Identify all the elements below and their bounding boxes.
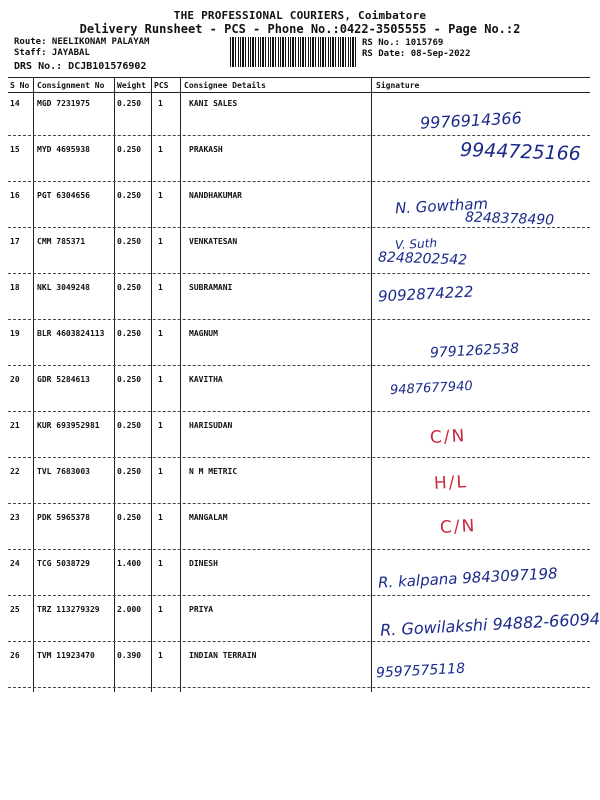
row-divider: [8, 365, 590, 366]
cell-consignee: INDIAN TERRAIN: [189, 651, 257, 660]
cell-consignee: MANGALAM: [189, 513, 228, 522]
cell-pcs: 1: [158, 559, 163, 568]
handwritten-signature: 9791262538: [429, 340, 520, 362]
cell-consignment-no: TVL 7683003: [37, 467, 90, 476]
cell-weight: 0.250: [117, 375, 142, 384]
cell-sno: 18: [10, 283, 20, 292]
cell-pcs: 1: [158, 375, 163, 384]
cell-sno: 25: [10, 605, 20, 614]
cell-weight: 0.390: [117, 651, 142, 660]
cell-sno: 19: [10, 329, 20, 338]
column-divider: [151, 77, 152, 692]
runsheet-subtitle: Delivery Runsheet - PCS - Phone No.:0422-3505555 - Page No.:2: [79, 22, 521, 36]
col-header-consignee: Consignee Details: [184, 81, 266, 90]
row-divider: [8, 503, 590, 504]
col-header-consignment: Consignment No: [37, 81, 105, 90]
cell-weight: 0.250: [117, 237, 142, 246]
cell-consignee: MAGNUM: [189, 329, 218, 338]
handwritten-signature: C/N: [429, 426, 467, 448]
cell-pcs: 1: [158, 283, 163, 292]
cell-consignee: VENKATESAN: [189, 237, 238, 246]
cell-pcs: 1: [158, 605, 163, 614]
cell-consignee: HARISUDAN: [189, 421, 233, 430]
cell-weight: 0.250: [117, 283, 142, 292]
cell-consignment-no: BLR 4603824113: [37, 329, 105, 338]
cell-sno: 21: [10, 421, 20, 430]
cell-sno: 23: [10, 513, 20, 522]
cell-pcs: 1: [158, 329, 163, 338]
company-title: THE PROFESSIONAL COURIERS, Coimbatore: [173, 9, 427, 22]
cell-weight: 0.250: [117, 467, 142, 476]
rs-date: RS Date: 08-Sep-2022: [362, 49, 471, 59]
handwritten-signature: H/L: [433, 472, 469, 494]
row-divider: [8, 595, 590, 596]
handwritten-signature: C/N: [439, 516, 477, 538]
cell-consignment-no: TRZ 113279329: [37, 605, 100, 614]
cell-sno: 16: [10, 191, 20, 200]
handwritten-signature: 9487677940: [389, 378, 474, 399]
cell-weight: 0.250: [117, 99, 142, 108]
cell-consignment-no: PDK 5965378: [37, 513, 90, 522]
cell-consignment-no: KUR 693952981: [37, 421, 100, 430]
handwritten-signature: R. kalpana 9843097198: [377, 564, 558, 592]
handwritten-phone: 8248202542: [377, 249, 468, 269]
cell-consignee: DINESH: [189, 559, 218, 568]
cell-consignment-no: GDR 5284613: [37, 375, 90, 384]
cell-pcs: 1: [158, 145, 163, 154]
row-divider: [8, 457, 590, 458]
row-divider: [8, 135, 590, 136]
row-divider: [8, 411, 590, 412]
barcode: [230, 37, 356, 67]
handwritten-signature: R. Gowilakshi 94882-66094: [379, 609, 600, 640]
col-header-weight: Weight: [117, 81, 146, 90]
cell-weight: 0.250: [117, 191, 142, 200]
handwritten-signature: 9976914366: [419, 108, 523, 133]
cell-consignment-no: CMM 785371: [37, 237, 86, 246]
cell-consignee: N M METRIC: [189, 467, 238, 476]
row-divider: [8, 319, 590, 320]
handwritten-phone: 9944725166: [459, 138, 582, 166]
cell-consignee: KAVITHA: [189, 375, 223, 384]
cell-consignment-no: TCG 5038729: [37, 559, 90, 568]
cell-consignee: PRAKASH: [189, 145, 223, 154]
row-divider: [8, 641, 590, 642]
column-divider: [371, 77, 372, 692]
cell-sno: 17: [10, 237, 20, 246]
cell-consignment-no: MGD 7231975: [37, 99, 90, 108]
column-divider: [180, 77, 181, 692]
column-divider: [114, 77, 115, 692]
handwritten-signature: V. Suth: [394, 235, 438, 253]
cell-weight: 1.400: [117, 559, 142, 568]
cell-sno: 26: [10, 651, 20, 660]
handwritten-signature: N. Gowtham: [394, 194, 489, 218]
header-top-rule: [8, 77, 590, 78]
staff-label: Staff: JAYABAL: [14, 48, 90, 58]
cell-consignee: KANI SALES: [189, 99, 238, 108]
row-divider: [8, 227, 590, 228]
col-header-sno: S No: [10, 81, 30, 90]
cell-pcs: 1: [158, 467, 163, 476]
cell-consignee: NANDHAKUMAR: [189, 191, 242, 200]
cell-weight: 0.250: [117, 145, 142, 154]
cell-sno: 15: [10, 145, 20, 154]
column-divider: [33, 77, 34, 692]
cell-sno: 22: [10, 467, 20, 476]
cell-sno: 14: [10, 99, 20, 108]
cell-consignee: SUBRAMANI: [189, 283, 233, 292]
cell-consignment-no: MYD 4695938: [37, 145, 90, 154]
handwritten-phone: 8248378490: [464, 209, 555, 229]
row-divider: [8, 181, 590, 182]
cell-consignee: PRIYA: [189, 605, 214, 614]
cell-weight: 0.250: [117, 329, 142, 338]
cell-pcs: 1: [158, 513, 163, 522]
header-bottom-rule: [8, 92, 590, 93]
col-header-signature: Signature: [376, 81, 420, 90]
cell-weight: 0.250: [117, 513, 142, 522]
col-header-pcs: PCS: [154, 81, 169, 90]
rs-number: RS No.: 1015769: [362, 38, 444, 48]
handwritten-signature: 9597575118: [375, 660, 466, 682]
cell-consignment-no: NKL 3049248: [37, 283, 90, 292]
cell-weight: 2.000: [117, 605, 142, 614]
cell-sno: 20: [10, 375, 20, 384]
route-label: Route: NEELIKONAM PALAYAM: [14, 37, 150, 47]
cell-consignment-no: PGT 6304656: [37, 191, 90, 200]
cell-pcs: 1: [158, 191, 163, 200]
row-divider: [8, 273, 590, 274]
cell-pcs: 1: [158, 237, 163, 246]
row-divider: [8, 687, 590, 688]
handwritten-signature: 9092874222: [377, 282, 474, 306]
cell-consignment-no: TVM 11923470: [37, 651, 95, 660]
cell-pcs: 1: [158, 99, 163, 108]
cell-sno: 24: [10, 559, 20, 568]
cell-pcs: 1: [158, 421, 163, 430]
row-divider: [8, 549, 590, 550]
cell-weight: 0.250: [117, 421, 142, 430]
cell-pcs: 1: [158, 651, 163, 660]
drs-number: DRS No.: DCJB101576902: [14, 61, 147, 72]
